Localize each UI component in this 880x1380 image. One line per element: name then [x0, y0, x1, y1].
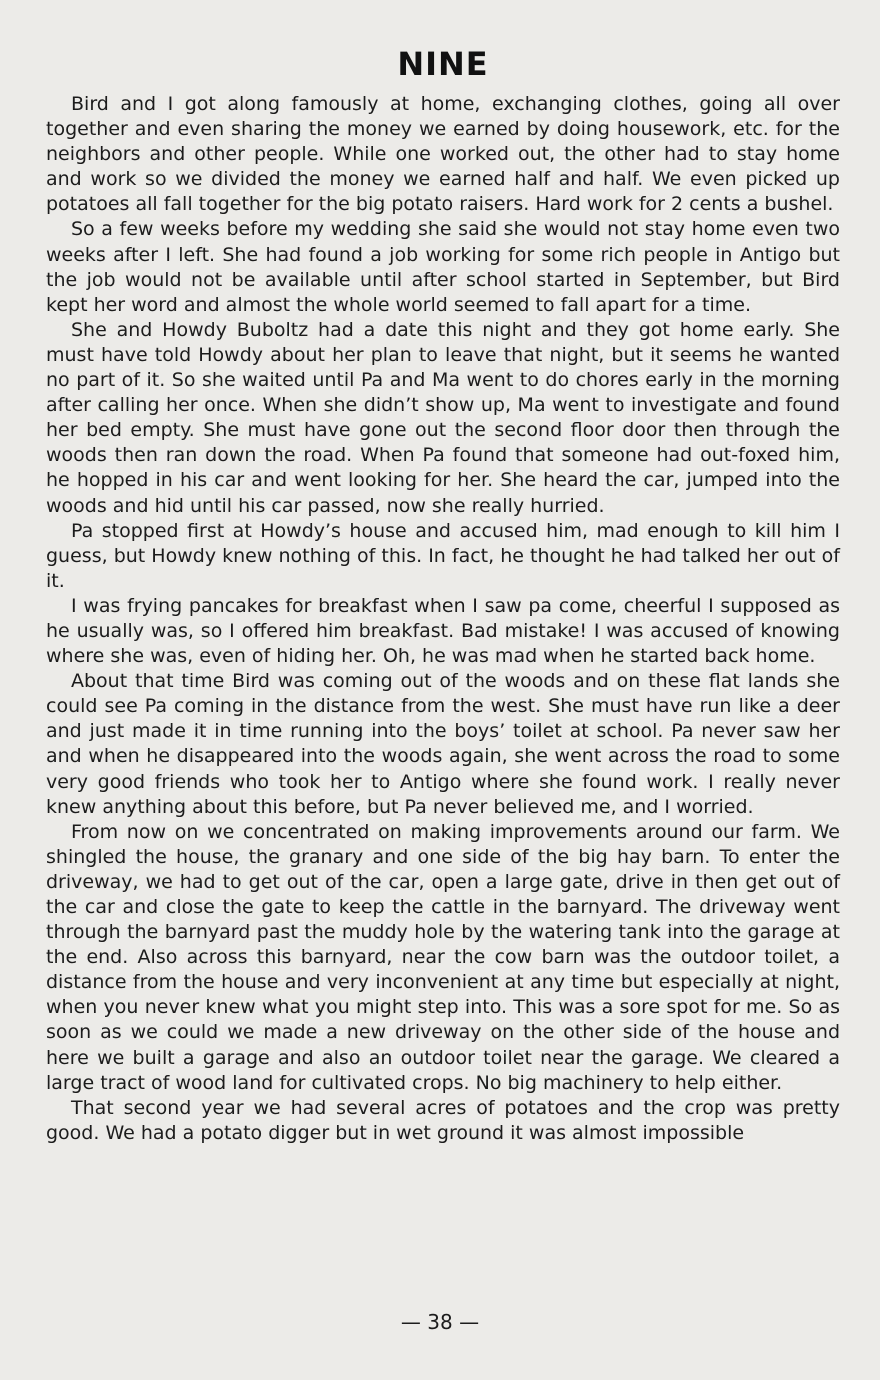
page-number: — 38 — — [400, 1310, 480, 1334]
paragraph: About that time Bird was coming out of the woods and on these flat lands she could see Pa coming in the distance from the west. She must have run like a deer and just made it in time running into the boys’ toilet at school. Pa never saw her and when he disappeared into the woods again, she went across the road to some very good friends who took her to Antigo where she found work. I really never knew anything about this before, but Pa never believed me, and I worried. — [46, 670, 840, 818]
paragraph: She and Howdy Buboltz had a date this night and they got home early. She must have told Howdy about her plan to leave that night, but it seems he wanted no part of it. So she waited until Pa and Ma went to do chores early in the morning after calling her once. When she didn’t show up, Ma went to investigate and found her bed empty. She must have gone out the second floor door then through the woods then ran down the road. When Pa found that someone had out-foxed him, he hopped in his car and went looking for her. She heard the car, jumped into the woods and hid until his car passed, now she really hurried. — [46, 318, 840, 517]
paragraph: That second year we had several acres of potatoes and the crop was pretty good. We had a potato digger but in wet ground it was almost impossible — [46, 1096, 840, 1144]
paragraph: So a few weeks before my wedding she said she would not stay home even two weeks after I left. She had found a job working for some rich people in Antigo but the job would not be available until after school started in September, but Bird kept her word and almost the whole world seemed to fall apart for a time. — [46, 218, 840, 316]
paragraph: Pa stopped first at Howdy’s house and accused him, mad enough to kill him I guess, but Howdy knew nothing of this. In fact, he thought he had talked her out of it. — [46, 519, 840, 592]
body-text — [46, 92, 840, 1146]
paragraph: From now on we concentrated on making improvements around our farm. We shingled the house, the granary and one side of the big hay barn. To enter the driveway, we had to get out of the car, open a large gate, drive in then get out of the car and close the gate to keep the cattle in the barnyard. The driveway went through the barnyard past the muddy hole by the watering tank into the garage at the end. Also across this barnyard, near the cow barn was the outdoor toilet, a distance from the house and very inconvenient at any time but especially at night, when you never knew what you might step into. This was a sore spot for me. So as soon as we could we made a new driveway on the other side of the house and here we built a garage and also an outdoor toilet near the garage. We cleared a large tract of wood land for cultivated crops. No big machinery to help either. — [46, 820, 840, 1094]
paragraph: I was frying pancakes for breakfast when I saw pa come, cheerful I supposed as he usually was, so I offered him breakfast. Bad mistake! I was accused of knowing where she was, even of hiding her. Oh, he was mad when he started back home. — [46, 594, 840, 668]
chapter-title: NINE — [397, 45, 489, 83]
paragraph: Bird and I got along famously at home, exchanging clothes, going all over together and even sharing the money we earned by doing housework, etc. for the neighbors and other people. While one worked out, the other had to stay home and work so we divided the money we earned half and half. We even picked up potatoes all fall together for the big potato raisers. Hard work for 2 cents a bushel. — [46, 93, 840, 216]
